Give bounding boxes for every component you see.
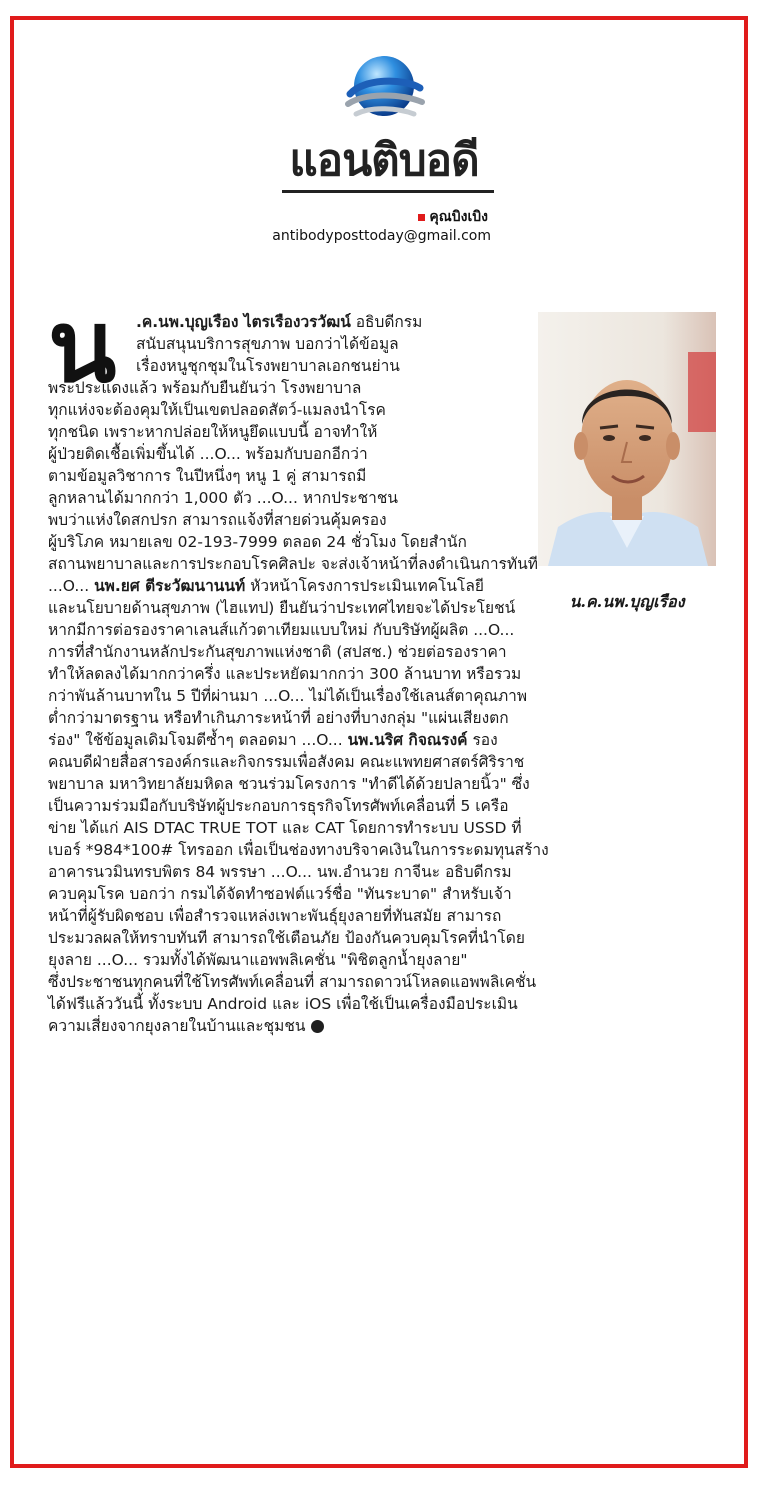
body-line: เป็นความร่วมมือกับบริษัทผู้ประกอบการธุรกิจโทรศัพท์เคลื่อนที่ 5 เครือ xyxy=(48,797,509,815)
body-line: ความเสี่ยงจากยุงลายในบ้านและชุมชน xyxy=(48,1016,324,1036)
body-line: .ค.นพ.บุญเรือง ไตรเรืองวรวัฒน์ อธิบดีกรม xyxy=(136,313,423,331)
body-line: พยาบาล มหาวิทยาลัยมหิดล ชวนร่วมโครงการ "ทำดีได้ด้วยปลายนิ้ว" ซึ่ง xyxy=(48,775,530,793)
body-line: กว่าพันล้านบาทใน 5 ปีที่ผ่านมา ...O... ไม่ได้เป็นเรื่องใช้เลนส์ตาคุณภาพ xyxy=(48,687,528,705)
body-line: ข่าย ได้แก่ AIS DTAC TRUE TOT และ CAT โดยการทำระบบ USSD ที่ xyxy=(48,819,522,837)
body-line: ทุกชนิด เพราะหากปล่อยให้หนูยึดแบบนี้ อาจทำให้ xyxy=(48,423,378,441)
end-mark-icon xyxy=(311,1020,324,1033)
author-email: antibodyposttoday@gmail.com xyxy=(272,228,491,244)
body-line: ต่ำกว่ามาตรฐาน หรือทำเกินภาระหน้าที่ อย่างที่บางกลุ่ม "แผ่นเสียงตก xyxy=(48,709,509,727)
body-line: หากมีการต่อรองราคาเลนส์แก้วตาเทียมแบบใหม่ กับบริษัทผู้ผลิต ...O... xyxy=(48,621,515,639)
body-line: ผู้บริโภค หมายเลข 02-193-7999 ตลอด 24 ชั่วโมง โดยสำนัก xyxy=(48,533,467,551)
body-line: ควบคุมโรค บอกว่า กรมได้จัดทำซอฟต์แวร์ชื่อ "ทันระบาด" สำหรับเจ้า xyxy=(48,885,512,903)
body-line: และนโยบายด้านสุขภาพ (ไฮแทป) ยืนยันว่าประเทศไทยจะได้ประโยชน์ xyxy=(48,599,516,617)
body-line: พบว่าแห่งใดสกปรก สามารถแจ้งที่สายด่วนคุ้มครอง xyxy=(48,511,387,529)
body-line: สนับสนุนบริการสุขภาพ บอกว่าได้ข้อมูล xyxy=(136,335,399,353)
byline-marker-icon xyxy=(418,214,425,221)
body-line: ผู้ป่วยติดเชื้อเพิ่มขึ้นได้ ...O... พร้อมกับบอกอีกว่า xyxy=(48,445,368,463)
body-line: เบอร์ *984*100# โทรออก เพื่อเป็นช่องทางบริจาคเงินในการระดมทุนสร้าง xyxy=(48,841,549,859)
body-line: ยุงลาย ...O... รวมทั้งได้พัฒนาแอพพลิเคชั่น "พิชิตลูกน้ำยุงลาย" xyxy=(48,951,468,969)
column-title: แอนติบอดี xyxy=(289,135,479,186)
body-line: ตามข้อมูลวิชาการ ในปีหนึ่งๆ หนู 1 คู่ สามารถมี xyxy=(48,467,367,485)
body-line: การที่สำนักงานหลักประกันสุขภาพแห่งชาติ (สปสช.) ช่วยต่อรองราคา xyxy=(48,643,507,661)
body-line: พระประแดงแล้ว พร้อมกับยืนยันว่า โรงพยาบาล xyxy=(48,379,362,397)
title-underline xyxy=(282,190,494,193)
body-line: คณบดีฝ่ายสื่อสารองค์กรและกิจกรรมเพื่อสังคม คณะแพทยศาสตร์ศิริราช xyxy=(48,753,525,771)
body-line: ได้ฟรีแล้ววันนี้ ทั้งระบบ Android และ iOS เพื่อใช้เป็นเครื่องมือประเมิน xyxy=(48,995,518,1013)
portrait-photo xyxy=(538,312,716,566)
body-line: ร่อง" ใช้ข้อมูลเดิมโจมตีซ้ำๆ ตลอดมา ...O... นพ.นริศ กิจณรงค์ รอง xyxy=(48,731,498,749)
body-line: ทำให้ลดลงได้มากกว่าครึ่ง และประหยัดมากกว่า 300 ล้านบาท หรือรวม xyxy=(48,665,522,683)
body-line: ทุกแห่งจะต้องคุมให้เป็นเขตปลอดสัตว์-แมลงนำโรค xyxy=(48,401,386,419)
body-line: หน้าที่ผู้รับผิดชอบ เพื่อสำรวจแหล่งเพาะพันธุ์ยุงลายที่ทันสมัย สามารถ xyxy=(48,907,502,925)
body-line: ซึ่งประชาชนทุกคนที่ใช้โทรศัพท์เคลื่อนที่ สามารถดาวน์โหลดแอพพลิเคชั่น xyxy=(48,973,537,991)
author-byline xyxy=(418,206,488,228)
body-line: ประมวลผลให้ทราบทันที สามารถใช้เตือนภัย ป้องกันควบคุมโรคที่นำโดย xyxy=(48,929,525,947)
body-line: ...O... นพ.ยศ ตีระวัฒนานนท์ หัวหน้าโครงการประเมินเทคโนโลยี xyxy=(48,577,484,595)
body-line: เรื่องหนูชุกชุมในโรงพยาบาลเอกชนย่าน xyxy=(136,357,400,375)
body-line: ลูกหลานได้มากกว่า 1,000 ตัว ...O... หากประชาชน xyxy=(48,489,398,507)
author-name: คุณบิงเบิง xyxy=(429,209,488,225)
body-line: สถานพยาบาลและการประกอบโรคศิลปะ จะส่งเจ้าหน้าที่ลงดำเนินการทันที xyxy=(48,555,538,573)
globe-logo-icon xyxy=(342,48,426,132)
photo-caption: น.ค.นพ.บุญเรือง xyxy=(569,592,685,611)
body-line: อาคารนวมินทรบพิตร 84 พรรษา ...O... นพ.อำนวย กาจีนะ อธิบดีกรม xyxy=(48,863,512,881)
drop-cap: น xyxy=(48,287,117,405)
